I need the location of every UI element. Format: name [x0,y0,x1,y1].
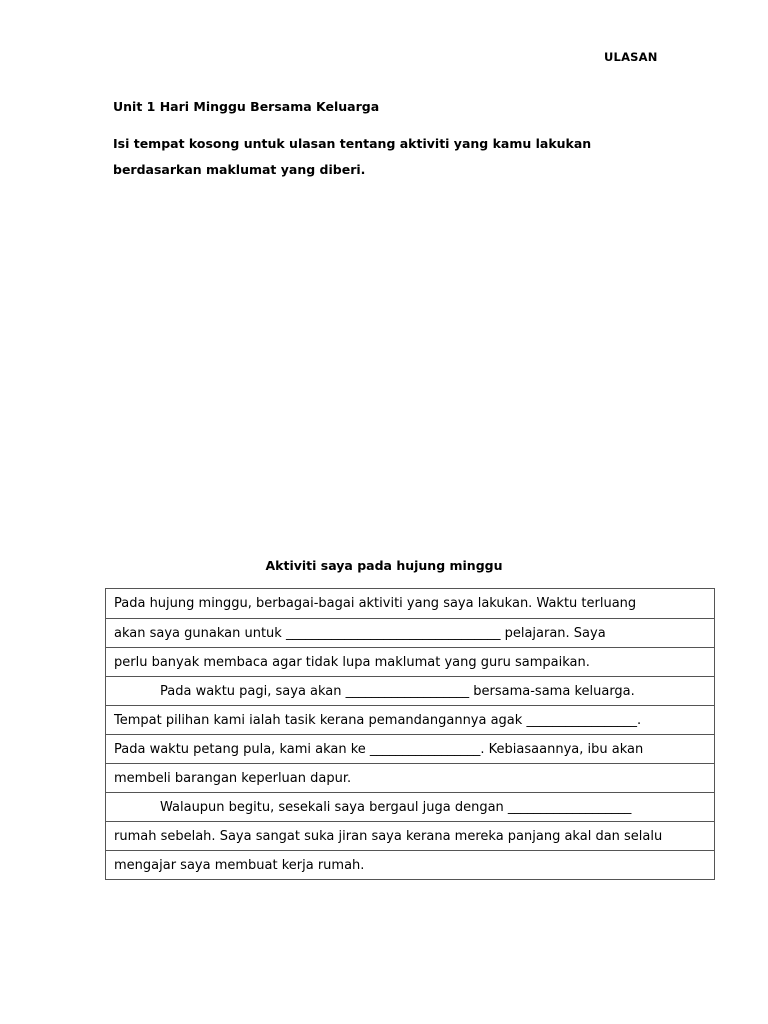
passage-line-5: Tempat pilihan kami ialah tasik kerana pemandangannya agak _________________. [106,706,715,735]
passage-line-10: mengajar saya membuat kerja rumah. [106,851,715,880]
passage-row [106,648,715,677]
passage-line-3: perlu banyak membaca agar tidak lupa maklumat yang guru sampaikan. [106,648,715,677]
passage-row [106,706,715,735]
passage-row [106,822,715,851]
passage-line-8: Walaupun begitu, sesekali saya bergaul juga dengan ___________________ [106,793,715,822]
passage-line-9: rumah sebelah. Saya sangat suka jiran saya kerana mereka panjang akal dan selalu [106,822,715,851]
passage-row [106,619,715,648]
section-title-wrapper [0,558,768,573]
passage-row [106,851,715,880]
passage-table [105,588,715,880]
worksheet-type-label: ULASAN [604,50,658,64]
passage-line-4: Pada waktu pagi, saya akan ___________________ bersama-sama keluarga. [106,677,715,706]
instruction-line-1: Isi tempat kosong untuk ulasan tentang aktiviti yang kamu lakukan [113,136,592,151]
section-title: Aktiviti saya pada hujung minggu [265,558,503,573]
instruction-line-2: berdasarkan maklumat yang diberi. [113,162,366,177]
passage-line-6: Pada waktu petang pula, kami akan ke _________________. Kebiasaannya, ibu akan [106,735,715,764]
instruction-text [113,131,633,183]
passage-row [106,793,715,822]
passage-row [106,764,715,793]
passage-row [106,677,715,706]
passage-line-2: akan saya gunakan untuk _________________________________ pelajaran. Saya [106,619,715,648]
passage-line-7: membeli barangan keperluan dapur. [106,764,715,793]
passage-row [106,735,715,764]
passage-row [106,589,715,619]
unit-title: Unit 1 Hari Minggu Bersama Keluarga [113,99,380,114]
passage-line-1: Pada hujung minggu, berbagai-bagai aktiviti yang saya lakukan. Waktu terluang [106,589,715,619]
